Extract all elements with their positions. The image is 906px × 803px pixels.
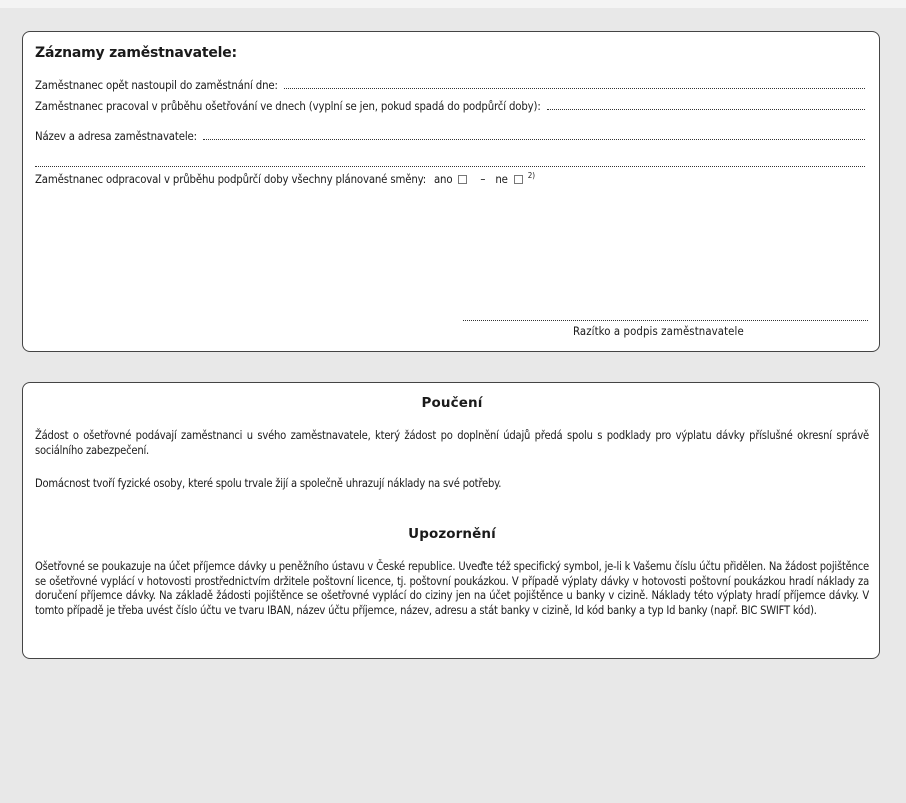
option-yes-checkbox[interactable] [458,175,467,184]
employer-name-label: Název a adresa zaměstnavatele: [35,130,197,143]
instructions-paragraph-1: Žádost o ošetřovné podávají zaměstnanci u svého zaměstnavatele, který žádost po doplnění údajů předá spolu s podklady pro výplatu dávky příslušné okresní správě sociálního zabezpečení. [35,429,869,457]
footnote-reference: 2) [527,171,535,180]
instructions-section [22,382,880,659]
option-separator: – [480,173,486,186]
instructions-title: Poučení [421,395,483,411]
shifts-question [35,173,535,186]
worked-days-field[interactable] [35,98,865,114]
signature-dotted-line[interactable] [463,319,868,321]
returned-to-work-label: Zaměstnanec opět nastoupil do zaměstnání dne: [35,79,278,92]
employer-name-dotted-line[interactable] [203,128,865,140]
option-yes-label: ano [433,173,453,186]
worked-days-label: Zaměstnanec pracoval v průběhu ošetřování ve dnech (vyplní se jen, pokud spadá do podpůrčí doby): [35,100,541,113]
employer-records-section [22,31,880,352]
signature-label: Razítko a podpis zaměstnavatele [573,325,744,338]
employer-records-heading: Záznamy zaměstnavatele: [35,45,237,61]
returned-to-work-field[interactable] [35,77,865,93]
worked-days-dotted-line[interactable] [547,98,865,110]
option-no-label: ne [495,173,508,186]
notice-paragraph: Ošetřovné se poukazuje na účet příjemce dávky u peněžního ústavu v České republice. Uveďte též specifický symbol, je-li k Vašemu číslu účtu přidělen. Na žádost pojištěnce se ošetřovné vyplácí v hotovosti prostřednictvím držitele poštovní licence, tj. poštovní poukázkou. V případě výplaty dávky v hotovosti poštovní poukázkou hradí náklady za doručení příjemce dávky. Na základě žádosti pojištěnce se ošetřovné vyplácí do ciziny jen na účet pojištěnce u banky v cizině. Náklady této výplaty hradí příjemce dávky. V tomto případě je třeba uvést číslo účtu ve tvaru IBAN, název účtu příjemce, název, adresu a stát banky v cizině, Id kód banky a typ Id banky (např. BIC SWIFT kód). [35,560,869,617]
top-strip [0,0,906,8]
employer-address-dotted-line[interactable] [35,165,865,167]
employer-name-field[interactable] [35,128,865,144]
returned-to-work-dotted-line[interactable] [284,77,865,89]
option-no-checkbox[interactable] [514,175,523,184]
shifts-question-label: Zaměstnanec odpracoval v průběhu podpůrčí doby všechny plánované směny: [35,173,426,186]
notice-title: Upozornění [408,526,496,542]
instructions-paragraph-2: Domácnost tvoří fyzické osoby, které spolu trvale žijí a společně uhrazují náklady na své potřeby. [35,477,502,490]
